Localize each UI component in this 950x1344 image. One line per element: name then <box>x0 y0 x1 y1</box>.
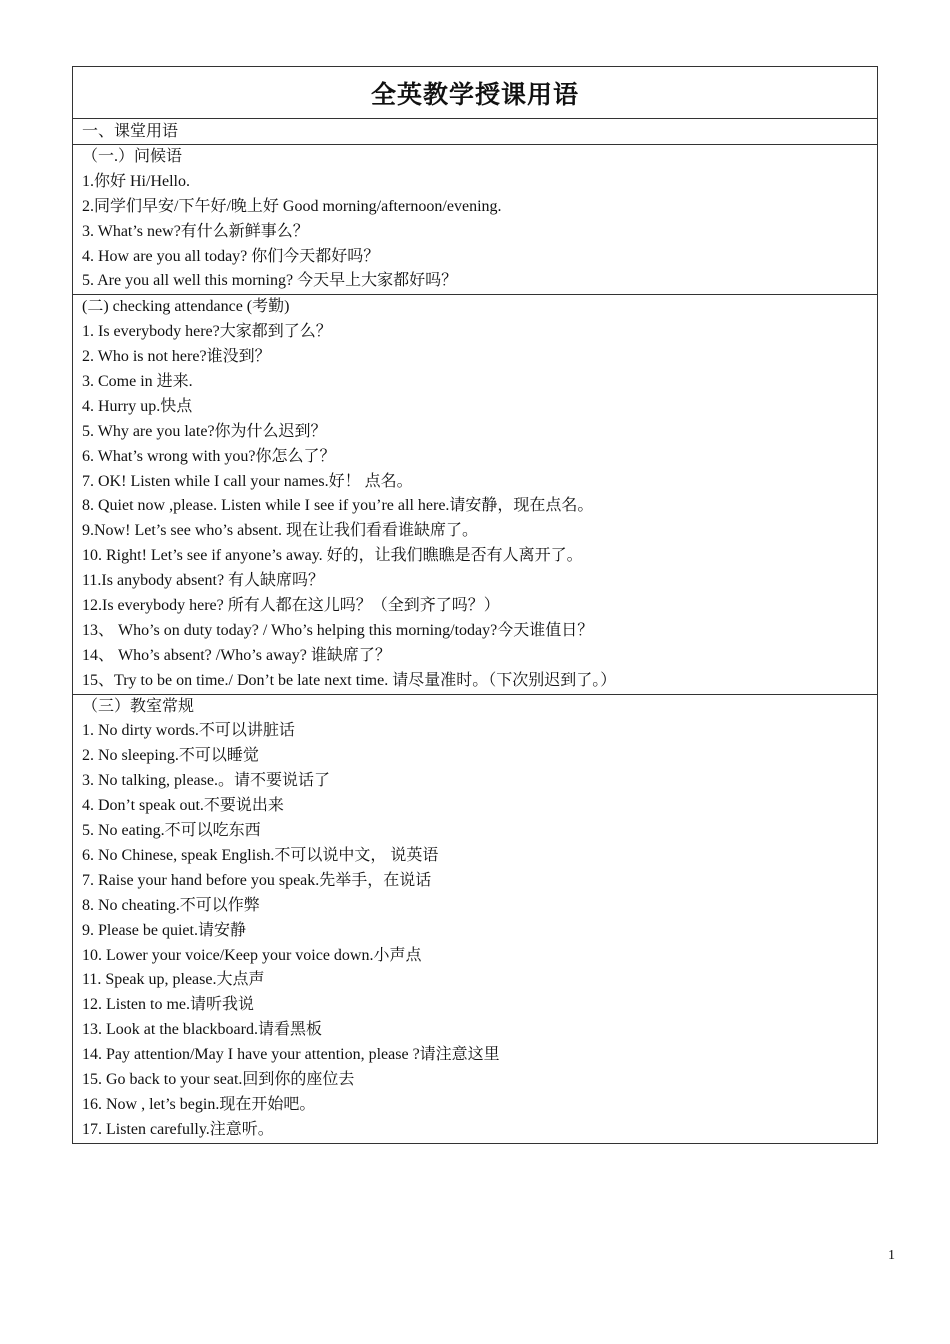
phrase-line: 12.Is everybody here? 所有人都在这儿吗？（全到齐了吗？） <box>82 597 500 615</box>
section-heading: （一.）问候语 <box>82 148 183 165</box>
phrase-line: 1. Is everybody here?大家都到了么？ <box>82 323 332 341</box>
phrase-line: 9. Please be quiet.请安静 <box>82 921 246 939</box>
phrase-line: 11. Speak up, please.大点声 <box>82 971 265 989</box>
phrase-line: 14、 Who’s absent? /Who’s away? 谁缺席了？ <box>82 646 391 664</box>
phrase-line: 7. OK! Listen while I call your names.好！ 点名。 <box>82 472 413 490</box>
phrase-line: 6. No Chinese, speak English.不可以说中文， 说英语 <box>82 846 439 864</box>
phrase-line: 5. Are you all well this morning? 今天早上大家都好吗？ <box>82 272 458 290</box>
phrase-line: 17. Listen carefully.注意听。 <box>82 1120 274 1138</box>
phrase-line: 1.你好 Hi/Hello. <box>82 172 190 190</box>
phrase-line: 16. Now , let’s begin.现在开始吧。 <box>82 1095 316 1113</box>
phrase-line: 10. Lower your voice/Keep your voice down.小声点 <box>82 946 422 964</box>
phrase-line: 5. Why are you late?你为什么迟到？ <box>82 422 327 440</box>
phrase-line: 3. Come in 进来. <box>82 373 193 391</box>
part-heading: 一、课堂用语 <box>73 119 877 145</box>
phrase-line: 3. No talking, please.。请不要说话了 <box>82 772 330 790</box>
document-title: 全英教学授课用语 <box>73 67 877 119</box>
phrase-line: 4. Hurry up.快点 <box>82 397 193 415</box>
phrase-line: 2. Who is not here?谁没到？ <box>82 348 271 366</box>
phrase-line: 6. What’s wrong with you?你怎么了？ <box>82 447 336 465</box>
phrase-line: 11.Is anybody absent? 有人缺席吗？ <box>82 572 325 590</box>
section-2 <box>73 295 877 694</box>
phrase-line: 4. Don’t speak out.不要说出来 <box>82 797 284 815</box>
phrase-line: 4. How are you all today? 你们今天都好吗？ <box>82 247 380 265</box>
section-1 <box>73 145 877 295</box>
phrase-line: 10. Right! Let’s see if anyone’s away. 好的，让我们瞧瞧是否有人离开了。 <box>82 547 583 565</box>
phrase-line: 7. Raise your hand before you speak.先举手，在说话 <box>82 871 432 889</box>
phrase-line: 15. Go back to your seat.回到你的座位去 <box>82 1070 355 1088</box>
phrase-line: 13、 Who’s on duty today? / Who’s helping this morning/today?今天谁值日？ <box>82 621 594 639</box>
phrase-table <box>72 66 878 1144</box>
sections-container <box>73 145 877 1143</box>
phrase-line: 5. No eating.不可以吃东西 <box>82 822 261 840</box>
section-3 <box>73 695 877 1143</box>
section-heading: (二) checking attendance (考勤) <box>82 298 290 316</box>
phrase-line: 9.Now! Let’s see who’s absent. 现在让我们看看谁缺席了。 <box>82 522 478 540</box>
phrase-line: 3. What’s new?有什么新鲜事么？ <box>82 222 309 240</box>
phrase-line: 1. No dirty words.不可以讲脏话 <box>82 722 295 740</box>
phrase-line: 13. Look at the blackboard.请看黑板 <box>82 1021 322 1039</box>
phrase-line: 8. No cheating.不可以作弊 <box>82 896 260 914</box>
phrase-line: 14. Pay attention/May I have your attention, please ?请注意这里 <box>82 1046 500 1064</box>
section-heading: （三）教室常规 <box>82 697 195 715</box>
phrase-line: 8. Quiet now ,please. Listen while I see if you’re all here.请安静，现在点名。 <box>82 497 594 515</box>
phrase-line: 2. No sleeping.不可以睡觉 <box>82 747 259 765</box>
phrase-line: 15、Try to be on time./ Don’t be late next time. 请尽量准时。（下次别迟到了。） <box>82 671 617 689</box>
page-number: 1 <box>888 1248 895 1263</box>
phrase-line: 12. Listen to me.请听我说 <box>82 996 254 1014</box>
phrase-line: 2.同学们早安/下午好/晚上好 Good morning/afternoon/evening. <box>82 197 502 215</box>
